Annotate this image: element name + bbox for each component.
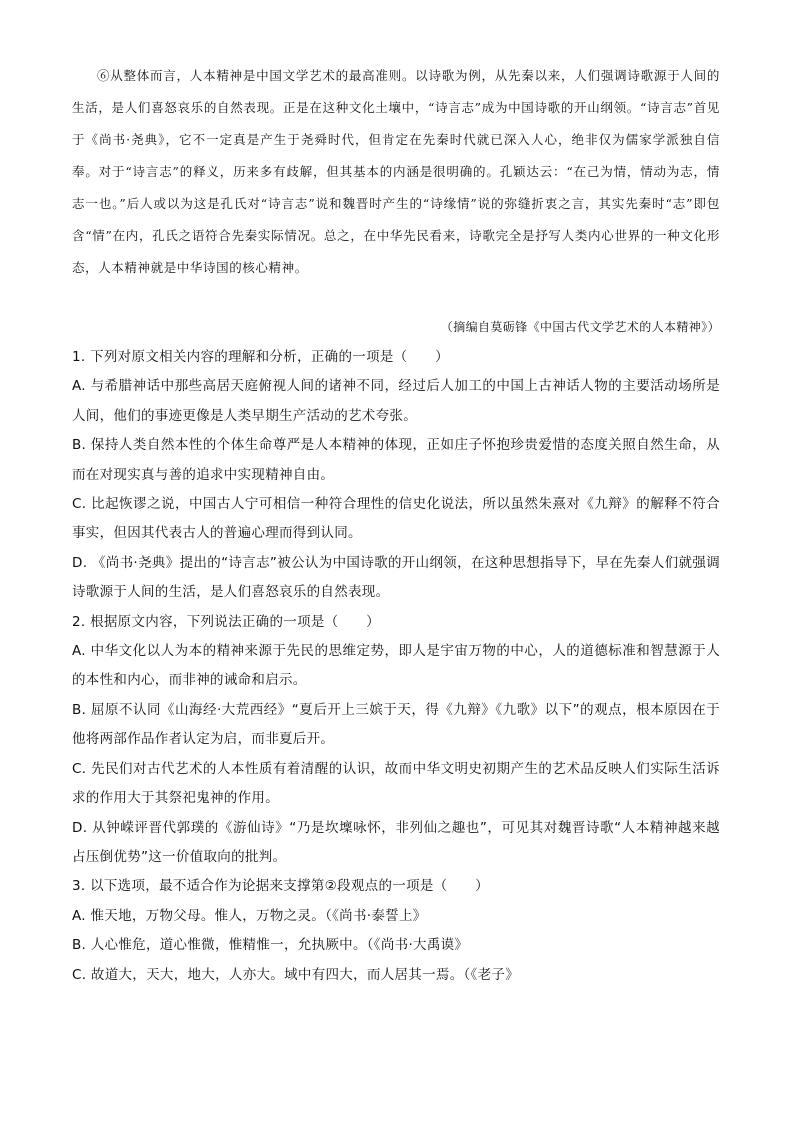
option-b: B. 屈原不认同《山海经·大荒西经》“夏后开上三嫔于天，得《九辩》《九歌》以下”的观点，根本原因在于他将两部作品作者认定为启，而非夏后开。 xyxy=(72,701,720,748)
option-d: D. 从钟嵘评晋代郭璞的《游仙诗》“乃是坎壈咏怀，非列仙之趣也”，可见其对魏晋诗歌“人本精神越来越占压倒优势”这一价值取向的批判。 xyxy=(72,819,720,865)
passage-source: （摘编自莫砺锋《中国古代文学艺术的人本精神》） xyxy=(440,320,720,334)
question-stem: 3. 以下选项，最不适合作为论据来支撑第②段观点的一项是（ ） xyxy=(72,878,489,895)
option-b: B. 人心惟危，道心惟微，惟精惟一，允执厥中。（《尚书·大禹谟》 xyxy=(72,937,469,954)
option-b: B. 保持人类自然本性的个体生命尊严是人本精神的体现，正如庄子怀抱珍贵爱惜的态度关照自然生命，从而在对现实真与善的追求中实现精神自由。 xyxy=(72,437,720,483)
reading-passage xyxy=(72,60,720,284)
option-a: A. 惟天地，万物父母。惟人，万物之灵。（《尚书·泰誓上》 xyxy=(72,907,427,924)
option-a: A. 中华文化以人为本的精神来源于先民的思维定势，即人是宇宙万物的中心，人的道德标准和智慧源于人的本性和内心，而非神的诫命和启示。 xyxy=(72,643,720,689)
question-list xyxy=(72,343,720,990)
option-c: C. 先民们对古代艺术的人本性质有着清醒的认识，故而中华文明史初期产生的艺术品反映人们实际生活诉求的作用大于其祭祀鬼神的作用。 xyxy=(72,760,720,807)
question-1 xyxy=(72,343,720,608)
question-3 xyxy=(72,872,720,990)
question-stem: 1. 下列对原文相关内容的理解和分析，正确的一项是（ ） xyxy=(72,349,449,365)
option-a: A. 与希腊神话中那些高居天庭俯视人间的诸神不同，经过后人加工的中国上古神话人物的主要活动场所是人间，他们的事迹更像是人类早期生产活动的艺术夸张。 xyxy=(72,378,720,424)
question-stem: 2. 根据原文内容，下列说法正确的一项是（ ） xyxy=(72,613,380,630)
option-c: C. 故道大，天大，地大，人亦大。域中有四大，而人居其一焉。（《老子》 xyxy=(72,966,520,983)
option-c: C. 比起恢谬之说，中国古人宁可相信一种符合理性的信史化说法，所以虽然朱熹对《九辩》的解释不符合事实，但因其代表古人的普遍心理而得到认同。 xyxy=(72,496,720,542)
passage-paragraph-6: ⑥从整体而言，人本精神是中国文学艺术的最高准则。以诗歌为例，从先秦以来，人们强调诗歌源于人间的生活，是人们喜怒哀乐的自然表现。正是在这种文化土壤中，“诗言志”成为中国诗歌的开山纲领。“诗言志”首见于《尚书·尧典》，它不一定真是产生于尧舜时代，但肯定在先秦时代就已深入人心，绝非仅为儒家学派独自信奉。对于“诗言志”的释义，历来多有歧解，但其基本的内涵是很明确的。孔颖达云：“在己为情，情动为志，情志一也。”后人或以为这是孔氏对“诗言志”说和魏晋时产生的“诗缘情”说的弥缝折衷之言，其实先秦时“志”即包含“情”在内，孔氏之语符合先秦实际情况。总之，在中华先民看来，诗歌完全是抒写人类内心世界的一种文化形态，人本精神就是中华诗国的核心精神。 xyxy=(72,68,720,275)
option-d: D. 《尚书·尧典》提出的“诗言志”被公认为中国诗歌的开山纲领，在这种思想指导下，早在先秦人们就强调诗歌源于人间的生活，是人们喜怒哀乐的自然表现。 xyxy=(72,554,720,601)
question-2 xyxy=(72,608,720,873)
